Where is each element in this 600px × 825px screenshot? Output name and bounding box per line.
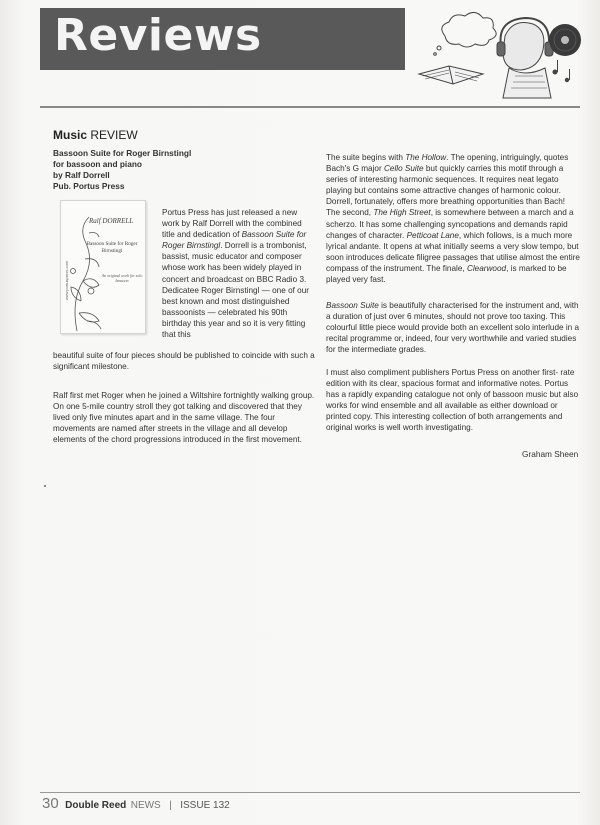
section-label (53, 128, 138, 142)
movement-title: The Hollow (405, 153, 447, 162)
work-title: Bassoon Suite (326, 301, 379, 310)
thought-cloud-icon (442, 12, 496, 47)
section-label-rest: REVIEW (90, 128, 138, 142)
movement-title: Petticoat Lane (406, 230, 459, 240)
work-title: Bassoon Suite for Roger Birnstingl (162, 230, 307, 251)
vinyl-record-icon (549, 24, 581, 56)
reader-with-headphones-illustration (405, 6, 585, 106)
book-cover-image (60, 200, 146, 334)
page-footer (42, 795, 230, 813)
page-number: 30 (42, 795, 59, 812)
review-meta (53, 148, 283, 192)
article-paragraph-1-continued: beautiful suite of four pieces should be published to coincide with such a significant milestone. (53, 351, 315, 372)
issue-number: ISSUE 132 (180, 800, 230, 811)
stray-mark (44, 485, 46, 487)
book-cover-side-text: www.portuspress.com (64, 261, 69, 301)
article-paragraph-1: Portus Press has just released a new work by Ralf Dorrell with the combined title and dedication of Bassoon Suite for Roger Birnstingl. Dorrell is a trombonist, bassist, music educator and composer whose work has been widely played in concert and broadcast on BBC Radio 3. Dedicatee Roger Birnstingl — one of our best known and most distinguished bassoonists — celebrated his 90th birthday this year and so it is very fitting that this (162, 208, 309, 340)
header-rule (40, 106, 580, 108)
magazine-name-suffix: NEWS (130, 800, 161, 811)
page-title: Reviews (54, 10, 262, 61)
footer-separator: | (169, 800, 172, 811)
meta-publisher: Pub. Portus Press (53, 181, 125, 191)
movement-title: Clearwood (466, 263, 507, 273)
music-note-icon (553, 60, 571, 82)
meta-instrumentation: for bassoon and piano (53, 159, 142, 169)
work-title: Cello Suite (383, 164, 424, 174)
magazine-name: Double Reed (65, 800, 127, 811)
book-cover-author: Ralf DORRELL (89, 217, 134, 225)
meta-title: Bassoon Suite for Roger Birnstingl (53, 148, 192, 158)
article-paragraph-3: The suite begins with The Hollow. The opening, intriguingly, quotes Bach's G major Cello Suite but quickly carries this motif through a series of interesting harmonic sequences. It requires neat legato playing but contains some attractive changes of harmonic colour. Dorrell, fortunately, offers more breathing opportunities than Bach! The second, The High Street, is somewhere between a march and a scherzo. It has some challenging syncopations and demands rapid changes of character. Petticoat Lane, which follows, is a much more lyrical andante. It opens at what initially seems a very slow tempo, but soon introduces delicate filigree passages that utilise almost the entire compass of the instrument. The finale, Clearwood, is marked to be played very fast. (326, 153, 580, 285)
author-byline: Graham Sheen (522, 449, 579, 459)
article-paragraph-4: Bassoon Suite is beautifully characterised for the instrument and, with a duration of just over 6 minutes, should not prove too taxing. This colourful little piece would provide both an excellent solo interlude in a recital programme or, indeed, four very worthwhile and varied studies for the intermediate grades. (326, 301, 580, 355)
book-cover-subtitle: An original work for solo bassoon (101, 273, 143, 283)
meta-composer: by Ralf Dorrell (53, 170, 110, 180)
section-label-bold: Music (53, 128, 88, 142)
footer-rule (40, 792, 580, 793)
article-paragraph-5: I must also compliment publishers Portus Press on another first- rate edition with its clear, spacious format and informative notes. Portus has a rapidly expanding catalogue not only of bassoon music but also works for wind ensemble and all available as either download or printed copy. This interesting collection of both arrangements and original works is well worth investigating. (326, 368, 579, 433)
article-paragraph-2: Ralf first met Roger when he joined a Wiltshire fortnightly walking group. On one 5-mile country stroll they got talking and discovered that they lived only five minutes apart and in the same village. The four movements are named after streets in the village and all develop elements of the chord progressions introduced in the first movement. (53, 391, 315, 445)
movement-title: The High Street (373, 208, 431, 218)
book-cover-title: Bassoon Suite for Roger Birnstingl (86, 241, 138, 254)
